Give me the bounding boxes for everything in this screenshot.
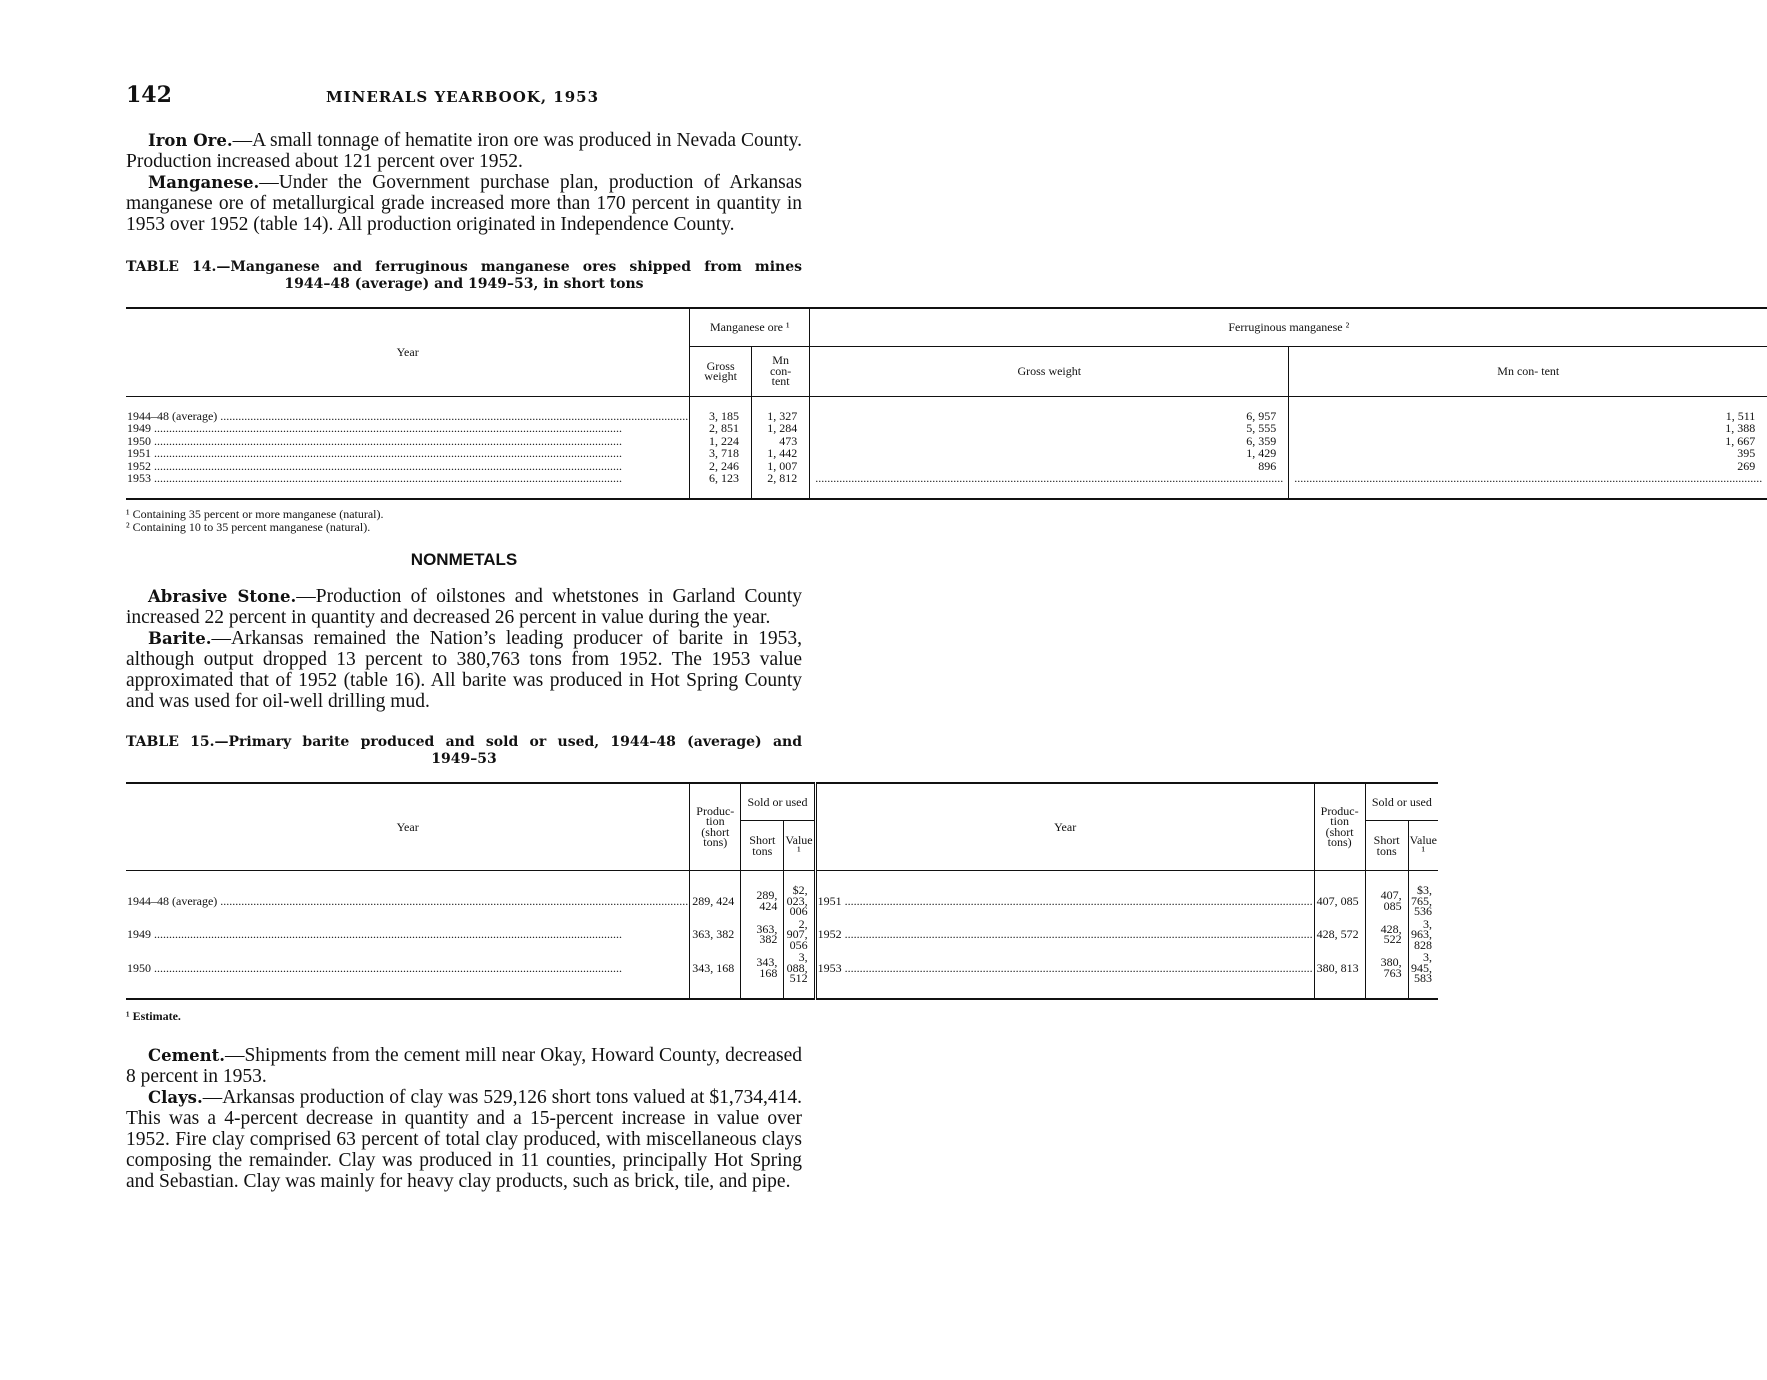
row-year: 1952 ..... [818, 929, 1313, 940]
table15-value-header: Value ¹ [784, 821, 815, 871]
running-title: MINERALS YEARBOOK, 1953 [326, 88, 600, 106]
table15-footnote: ¹ Estimate. [126, 1008, 181, 1023]
row-value: 3, 963, 828 [1410, 916, 1432, 952]
row-value: 1, 224 [690, 435, 752, 448]
row-year: 1950 ..... [127, 963, 688, 974]
row-value: 3, 185 [690, 396, 752, 422]
section-title: NONMETALS [410, 549, 518, 569]
row-value: 380, 763 [1365, 951, 1408, 999]
paragraph-lead: Cement. [148, 1045, 225, 1065]
table-row [126, 472, 1767, 499]
table14-group-manganese: Manganese ore ¹ [690, 308, 810, 346]
manganese-paragraph [126, 172, 802, 235]
row-value: 6, 123 [690, 472, 752, 499]
empty-cell-leader [815, 473, 1283, 484]
row-value: 1, 284 [751, 422, 809, 435]
table15-short-tons-header: Short tons [741, 821, 784, 871]
table15-year-header: Year [126, 783, 690, 871]
table15-production-header: Produc- tion (short tons) [690, 783, 741, 871]
row-value: 363, 382 [690, 918, 741, 952]
table-row [126, 447, 1767, 460]
row-value: 407, 085 [1365, 871, 1408, 918]
row-value: 473 [751, 435, 809, 448]
table15-body [126, 871, 1438, 999]
paragraph-lead: Abrasive Stone. [148, 586, 297, 606]
row-year: 1949 ..... [127, 929, 688, 940]
row-year: 1944–48 (average) ..... [127, 896, 688, 907]
row-value: $2, 023, 006 [784, 871, 815, 918]
row-value: 3, 088, 512 [784, 951, 815, 999]
row-year: 1951 ..... [818, 896, 1313, 907]
iron-ore-paragraph [126, 130, 802, 172]
row-value: 2, 907, 056 [784, 918, 815, 952]
table14-col-mn: Mn con- tent [751, 346, 809, 396]
row-value: 1, 667 [1725, 433, 1756, 448]
table15 [126, 782, 1438, 1000]
row-value: 269 [1737, 458, 1756, 473]
row-value: 428, 522 [1365, 918, 1408, 952]
row-value: 407, 085 [1314, 871, 1365, 918]
table15-sold-header: Sold or used [1365, 783, 1438, 821]
table-row [126, 422, 1767, 435]
row-year: 1950 ..... [127, 436, 688, 447]
row-value: 2, 246 [690, 460, 752, 473]
table15-year-header: Year [815, 783, 1314, 871]
table14-footnote1: ¹ Containing 35 percent or more manganese (natural). [126, 506, 384, 521]
row-value: 2, 812 [751, 472, 809, 499]
page-header [126, 82, 802, 116]
barite-paragraph [126, 628, 802, 712]
abrasive-stone-paragraph [126, 586, 802, 628]
row-value: 380, 813 [1314, 951, 1365, 999]
row-value: 363, 382 [741, 918, 784, 952]
table15-caption-line2: 1949–53 [431, 750, 497, 767]
paragraph-lead: Clays. [148, 1087, 203, 1107]
row-year: 1953 ..... [818, 963, 1313, 974]
row-value: 289, 424 [741, 871, 784, 918]
table15-value-header: Value ¹ [1408, 821, 1438, 871]
table14-body [126, 396, 1767, 499]
row-year: 1949 ..... [127, 423, 688, 434]
table-row [126, 951, 1438, 999]
paragraph-text: —Arkansas remained the Nation’s leading producer of barite in 1953, although output dropped 13 percent to 380,763 tons from 1952. The 1953 value approximated that of 1952 (table 16). All barite was produced in Hot Spring County and was used for oil-well drilling mud. [126, 627, 802, 712]
row-value: 3, 718 [690, 447, 752, 460]
table15-caption [126, 734, 802, 751]
table15-short-tons-header: Short tons [1365, 821, 1408, 871]
table15-production-header: Produc- tion (short tons) [1314, 783, 1365, 871]
table14-footnote2: ² Containing 10 to 35 percent manganese (natural). [126, 519, 371, 534]
paragraph-lead: Manganese. [148, 173, 260, 192]
row-year: 1951 ..... [127, 448, 688, 459]
table-row [126, 918, 1438, 952]
row-value: 5, 555 [810, 422, 1289, 435]
row-value: 1, 511 [1725, 408, 1756, 423]
table14-year-header: Year [126, 308, 690, 396]
paragraph-text: —Under the Government purchase plan, production of Arkansas manganese ore of metallurgical grade increased more than 170 percent in quantity in 1953 over 1952 (table 14). All production originated in Independence County. [126, 172, 802, 235]
row-year: 1952 ..... [127, 461, 688, 472]
table14-caption-line2: 1944–48 (average) and 1949–53, in short tons [284, 276, 644, 292]
empty-cell-leader [1294, 473, 1762, 484]
row-value: 395 [1737, 446, 1756, 460]
row-value: 289, 424 [690, 871, 741, 918]
table14 [126, 307, 1767, 500]
row-value: $3, 765, 536 [1410, 883, 1432, 918]
cement-paragraph [126, 1045, 802, 1087]
row-year: 1953 ..... [127, 473, 688, 484]
row-value: 6, 957 [810, 396, 1289, 422]
paragraph-lead: Iron Ore. [148, 131, 233, 150]
row-value: 1, 442 [751, 447, 809, 460]
table14-col-gross: Gross weight [810, 346, 1289, 396]
table-row [126, 396, 1767, 422]
table14-col-gross: Gross weight [690, 346, 752, 396]
clays-paragraph [126, 1087, 802, 1192]
table-row [126, 871, 1438, 918]
paragraph-lead: Barite. [148, 628, 212, 648]
row-value: 3, 945, 583 [1410, 950, 1432, 985]
table14-group-ferruginous: Ferruginous manganese ² [810, 308, 1767, 346]
paragraph-text: —Production of oilstones and whetstones in Garland County increased 22 percent in quantity and decreased 26 percent in value during the year. [126, 585, 802, 628]
row-value: 343, 168 [741, 951, 784, 999]
page-number: 142 [126, 82, 172, 108]
page [126, 82, 1756, 1192]
row-value: 1, 429 [810, 447, 1289, 460]
table14-caption-line1: TABLE 14.—Manganese and ferruginous manganese ores shipped from mines [126, 259, 802, 275]
table15-caption-line1: TABLE 15.—Primary barite produced and sold or used, 1944–48 (average) and [126, 733, 802, 750]
table15-sold-header: Sold or used [741, 783, 815, 821]
row-value: 6, 359 [810, 435, 1289, 448]
row-year: 1944–48 (average) ..... [127, 411, 688, 422]
row-value: 428, 572 [1314, 918, 1365, 952]
paragraph-text: —Shipments from the cement mill near Okay, Howard County, decreased 8 percent in 1953. [126, 1044, 802, 1087]
table14-col-mn: Mn con- tent [1289, 346, 1767, 396]
row-value: 1, 327 [751, 396, 809, 422]
paragraph-text: —Arkansas production of clay was 529,126 short tons valued at $1,734,414. This was a 4-percent decrease in quantity and a 15-percent increase in value over 1952. Fire clay comprised 63 percent of total clay produced, with miscellaneous clays composing the remainder. Clay was produced in 11 counties, principally Hot Spring and Sebastian. Clay was mainly for heavy clay products, such as brick, tile, and pipe. [126, 1086, 802, 1192]
row-value: 1, 007 [751, 460, 809, 473]
table14-caption [126, 259, 802, 276]
row-value: 2, 851 [690, 422, 752, 435]
paragraph-text: —A small tonnage of hematite iron ore was produced in Nevada County. Production increased about 121 percent over 1952. [126, 130, 802, 172]
row-value: 343, 168 [690, 951, 741, 999]
row-value: 1, 388 [1725, 421, 1756, 435]
row-value: 896 [810, 460, 1289, 473]
